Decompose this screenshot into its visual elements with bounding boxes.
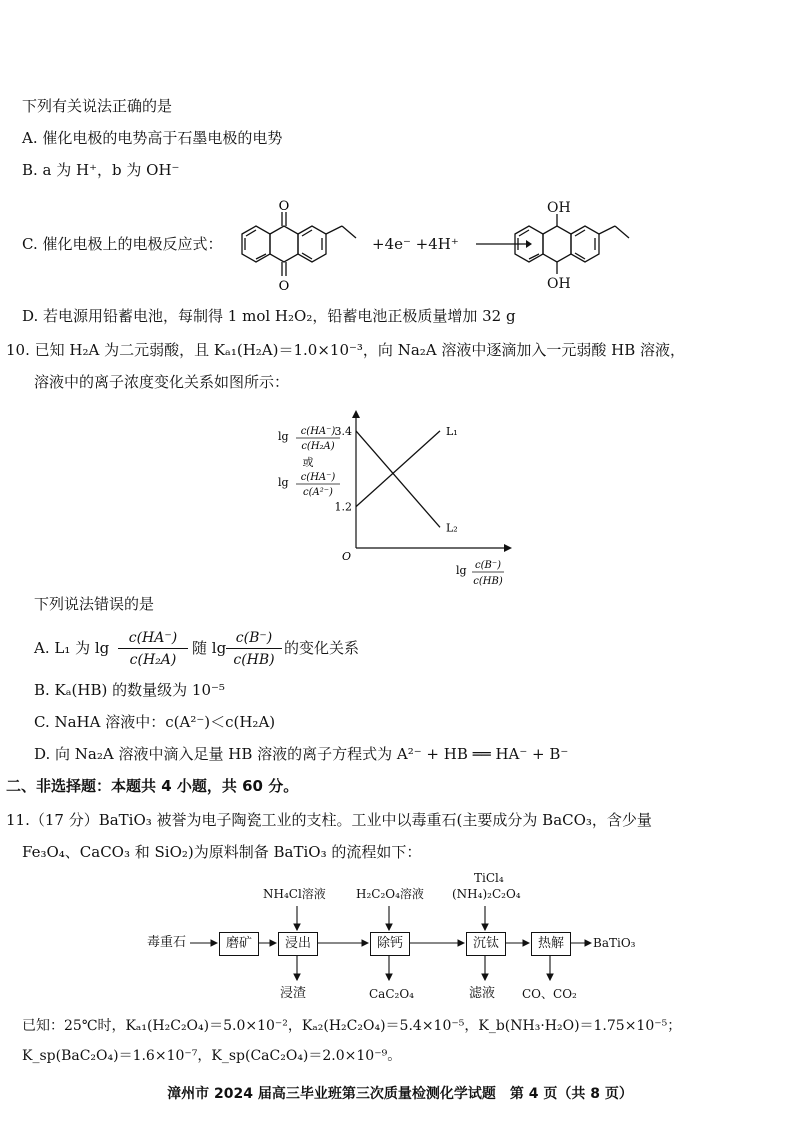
q9-option-a: A. 催化电极的电势高于石墨电极的电势 (22, 129, 283, 147)
flow-step-ti-precipitation: 沉钛 (466, 932, 506, 956)
flow-out-cac2o4: CaC₂O₄ (369, 987, 414, 1001)
q10-option-a-mid: 随 lg (192, 639, 227, 657)
y-tick-label-2: 1.2 (334, 500, 352, 514)
q9-intro: 下列有关说法正确的是 (22, 97, 173, 115)
q10-stem-line1: 10. 已知 H₂A 为二元弱酸，且 Kₐ₁(H₂A)＝1.0×10⁻³，向 Na₂A 溶液中逐滴加入一元弱酸 HB 溶液， (6, 341, 686, 359)
q11-stem-line2: Fe₃O₄、CaCO₃ 和 SiO₂)为原料制备 BaTiO₃ 的流程如下： (22, 843, 422, 861)
y-label-2-den: c(A²⁻) (303, 487, 333, 498)
y-label-1-num: c(HA⁻) (300, 426, 336, 437)
q10-intro: 下列说法错误的是 (34, 595, 155, 613)
q10-option-c: C. NaHA 溶液中：c(A²⁻)＜c(H₂A) (34, 713, 276, 731)
flow-arrows (0, 900, 800, 990)
q10-frac1-num: c(HA⁻) (128, 630, 178, 646)
x-label-lg: lg (456, 564, 467, 577)
q11-known-line2: K_sp(BaC₂O₄)＝1.6×10⁻⁷，K_sp(CaC₂O₄)＝2.0×10⁻⁹。 (22, 1048, 402, 1064)
q9-option-c-reagents: +4e⁻ +4H⁺ (372, 235, 459, 253)
q11-known-line1: 已知：25℃时，Kₐ₁(H₂C₂O₄)＝5.0×10⁻²，Kₐ₂(H₂C₂O₄)＝5.4×10⁻⁵，K_b(NH₃·H₂O)＝1.75×10⁻⁵； (22, 1018, 682, 1034)
q10-option-d: D. 向 Na₂A 溶液中滴入足量 HB 溶液的离子方程式为 A²⁻ + HB ══ HA⁻ + B⁻ (34, 745, 569, 763)
y-label-2-num: c(HA⁻) (300, 472, 336, 483)
flow-step-decalcify: 除钙 (370, 932, 410, 956)
flow-out-residue: 浸渣 (280, 986, 307, 1001)
series-line-2 (356, 431, 440, 527)
y-label-lg-1: lg (278, 430, 289, 443)
q10-frac1-bar (118, 648, 188, 649)
flow-reagent-ti-1: TiCl₄ (474, 871, 504, 885)
q10-frac1-den: c(H₂A) (129, 652, 177, 668)
q10-stem-line2: 溶液中的离子浓度变化关系如图所示： (34, 373, 290, 391)
q10-frac2-den: c(HB) (233, 652, 275, 668)
flow-step-pyrolysis: 热解 (531, 932, 571, 956)
y-axis-arrow (352, 410, 360, 418)
q10-chart (270, 410, 520, 590)
series-line-1 (356, 431, 440, 507)
svg-text:O: O (278, 199, 290, 214)
oh-top-label: OH (547, 200, 571, 216)
q9-option-b: B. a 为 H⁺，b 为 OH⁻ (22, 161, 180, 179)
q10-option-b: B. Kₐ(HB) 的数量级为 10⁻⁵ (34, 681, 225, 699)
flow-reagent-ti-2: (NH₄)₂C₂O₄ (452, 887, 521, 901)
flow-reagent-leach: NH₄Cl溶液 (263, 887, 326, 901)
flow-reagent-decalcify: H₂C₂O₄溶液 (356, 887, 424, 901)
q10-frac2-num: c(B⁻) (235, 630, 273, 646)
oh-bottom-label: OH (547, 276, 571, 292)
x-axis-arrow (504, 544, 512, 552)
origin-label: O (342, 550, 352, 563)
anthraquinone-structure (232, 198, 384, 294)
q10-option-a-pre: A. L₁ 为 lg (34, 639, 110, 657)
section-2-heading: 二、非选择题：本题共 4 小题，共 60 分。 (6, 777, 299, 795)
series-label-2: L₂ (446, 521, 458, 535)
series-label-1: L₁ (446, 424, 458, 438)
y-label-or: 或 (302, 456, 314, 469)
page-footer: 漳州市 2024 届高三毕业班第三次质量检测化学试题 第 4 页（共 8 页） (167, 1086, 633, 1102)
flow-step-grinding: 磨矿 (219, 932, 259, 956)
q10-option-a-post: 的变化关系 (284, 639, 360, 657)
q11-stem-line1: 11.（17 分）BaTiO₃ 被誉为电子陶瓷工业的支柱。工业中以毒重石(主要成分为 BaCO₃，含少量 (6, 811, 652, 829)
flow-start: 毒重石 (147, 935, 187, 950)
x-label-num: c(B⁻) (474, 560, 502, 571)
flow-step-leaching: 浸出 (278, 932, 318, 956)
flow-out-gases: CO、CO₂ (522, 987, 577, 1001)
anthrahydroquinone-structure (505, 200, 650, 290)
q10-frac2-bar (226, 648, 282, 649)
x-label-den: c(HB) (473, 576, 503, 587)
flow-end-product: BaTiO₃ (593, 936, 636, 950)
q9-option-d: D. 若电源用铅蓄电池，每制得 1 mol H₂O₂，铅蓄电池正极质量增加 32 g (22, 307, 516, 325)
y-tick-label-1: 3.4 (334, 424, 352, 438)
svg-text:O: O (278, 279, 290, 294)
q9-option-c-prefix: C. 催化电极上的电极反应式： (22, 235, 223, 253)
y-label-lg-2: lg (278, 476, 289, 489)
flow-out-filtrate: 滤液 (469, 986, 496, 1001)
y-label-1-den: c(H₂A) (301, 441, 335, 452)
